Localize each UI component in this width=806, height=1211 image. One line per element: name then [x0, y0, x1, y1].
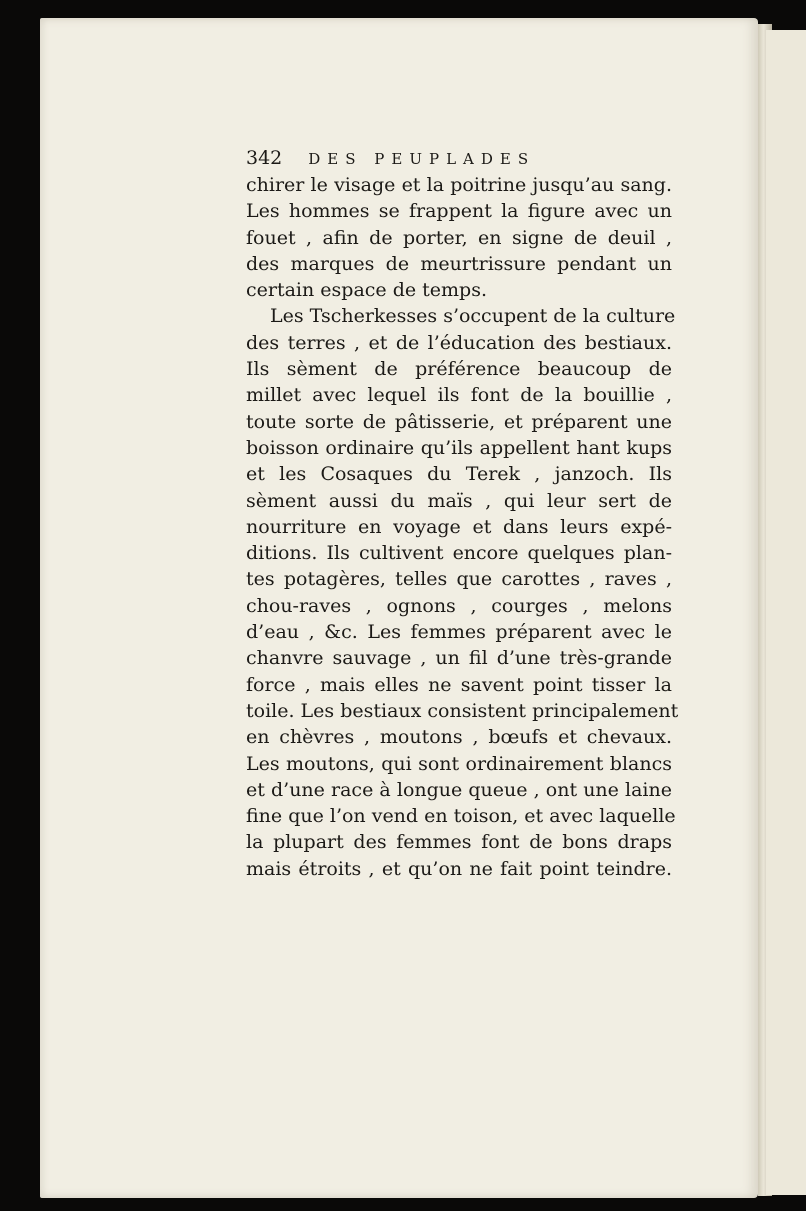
text-line: fouet , afin de porter, en signe de deuil , [246, 226, 672, 249]
text-line: ditions. Ils cultivent encore quelques plan- [246, 542, 672, 565]
text-line: chanvre sauvage , un fil d’une très-grande [246, 647, 672, 670]
text-line: d’eau , &c. Les femmes préparent avec le [246, 621, 672, 644]
facing-page-edge [766, 30, 806, 1195]
text-line: toute sorte de pâtisserie, et préparent une [246, 410, 672, 433]
text-line: mais étroits , et qu’on ne fait point teindre. [246, 857, 672, 880]
text-line: boisson ordinaire qu’ils appellent hant kups [246, 436, 672, 459]
text-line: et les Cosaques du Terek , janzoch. Ils [246, 463, 672, 486]
text-line: des terres , et de l’éducation des bestiaux. [246, 331, 672, 354]
text-line: chou-raves , ognons , courges , melons [246, 594, 672, 617]
text-line: des marques de meurtrissure pendant un [246, 252, 672, 275]
text-line: Les hommes se frappent la figure avec un [246, 200, 672, 223]
page-number: 342 [246, 147, 283, 169]
text-line: millet avec lequel ils font de la bouillie , [246, 384, 672, 407]
text-line: certain espace de temps. [246, 279, 487, 302]
text-line: nourriture en voyage et dans leurs expé- [246, 515, 672, 538]
text-line: tes potagères, telles que carottes , raves , [246, 568, 672, 591]
body-text [246, 172, 679, 882]
text-line: Ils sèment de préférence beaucoup de [246, 358, 672, 381]
text-line: sèment aussi du maïs , qui leur sert de [246, 489, 672, 512]
text-line: la plupart des femmes font de bons draps [246, 831, 672, 854]
text-line: en chèvres , moutons , bœufs et chevaux. [246, 726, 672, 749]
text-line: et d’une race à longue queue , ont une laine [246, 778, 672, 801]
text-line: Les Tscherkesses s’occupent de la culture [270, 305, 676, 328]
running-title: DES PEUPLADES [308, 150, 536, 168]
text-line: toile. Les bestiaux consistent principalement [246, 699, 679, 722]
text-line: chirer le visage et la poitrine jusqu’au sang. [246, 174, 672, 196]
text-line: force , mais elles ne savent point tisser la [246, 673, 672, 696]
text-line: fine que l’on vend en toison, et avec laquelle [246, 805, 676, 828]
page-header [246, 147, 676, 173]
text-line: Les moutons, qui sont ordinairement blancs [246, 752, 672, 775]
